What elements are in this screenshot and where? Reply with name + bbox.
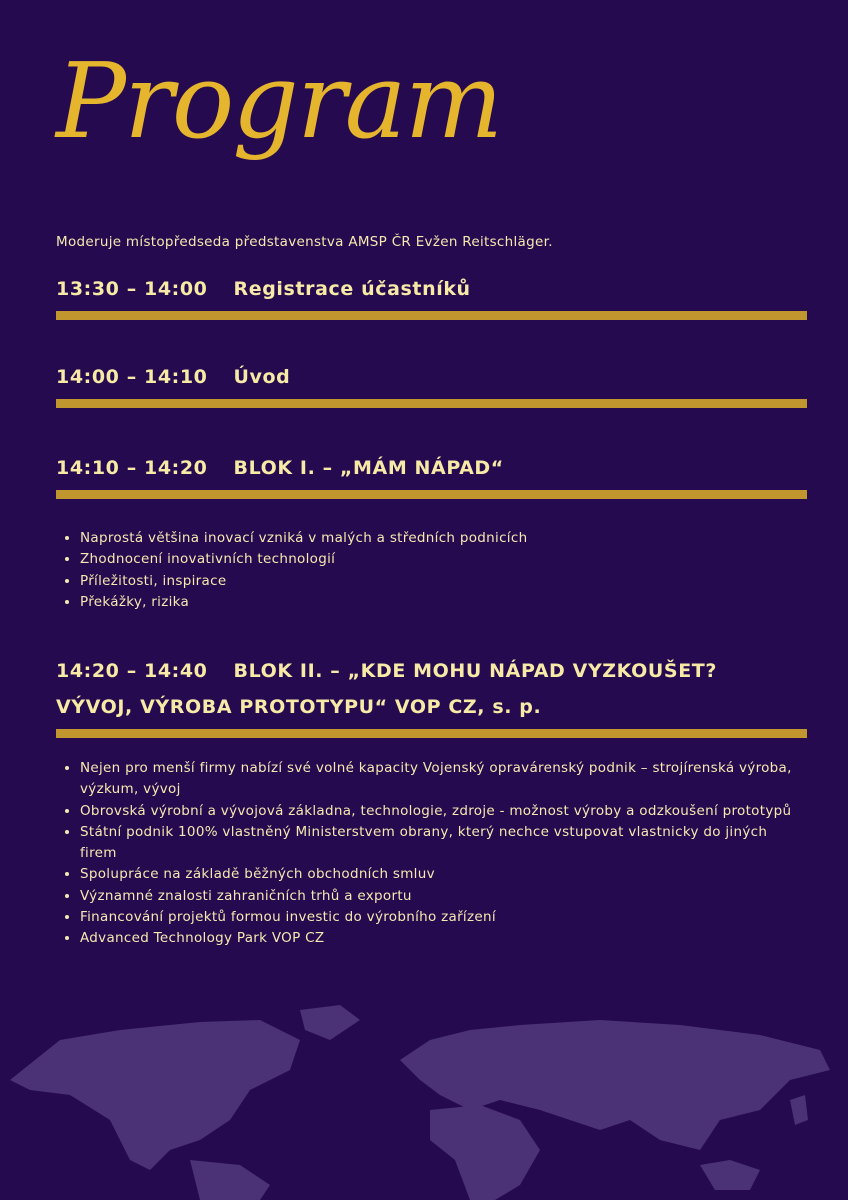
agenda-time: 14:10 – 14:20	[56, 457, 208, 479]
agenda-item-block2	[56, 653, 807, 738]
divider	[56, 311, 807, 320]
agenda-item-registration	[56, 271, 807, 320]
moderator-note: Moderuje místopředseda představenstva AMSP ČR Evžen Reitschläger.	[56, 234, 553, 250]
agenda-title: BLOK II. – „KDE MOHU NÁPAD VYZKOUŠET?	[233, 660, 717, 682]
list-item: • Advanced Technology Park VOP CZ	[80, 928, 800, 949]
list-item: • Příležitosti, inspirace	[80, 571, 800, 592]
agenda-title: Úvod	[233, 366, 291, 388]
list-item: • Významné znalosti zahraničních trhů a exportu	[80, 886, 800, 907]
list-item: • Financování projektů formou investic do výrobního zařízení	[80, 907, 800, 928]
agenda-title: Registrace účastníků	[233, 278, 471, 300]
agenda-title-line2: VÝVOJ, VÝROBA PROTOTYPU“ VOP CZ, s. p.	[56, 696, 542, 718]
list-item: • Naprostá většina inovací vzniká v malých a středních podnicích	[80, 528, 800, 549]
block2-list	[62, 758, 800, 950]
divider	[56, 729, 807, 738]
list-item: • Státní podnik 100% vlastněný Ministerstvem obrany, který nechce vstupovat vlastnicky do jiných firem	[80, 822, 800, 865]
list-item: • Nejen pro menší firmy nabízí své volné kapacity Vojenský opravárenský podnik – strojírenská výroba, výzkum, vývoj	[80, 758, 800, 801]
world-map-illustration	[0, 1000, 848, 1200]
agenda-time: 14:00 – 14:10	[56, 366, 208, 388]
block1-list	[62, 528, 800, 613]
list-item: • Obrovská výrobní a vývojová základna, technologie, zdroje - možnost výroby a odzkoušení prototypů	[80, 801, 800, 822]
divider	[56, 490, 807, 499]
agenda-time: 14:20 – 14:40	[56, 660, 208, 682]
page-title: Program	[56, 40, 502, 162]
divider	[56, 399, 807, 408]
agenda-title: BLOK I. – „MÁM NÁPAD“	[233, 457, 504, 479]
list-item: • Spolupráce na základě běžných obchodních smluv	[80, 864, 800, 885]
agenda-time: 13:30 – 14:00	[56, 278, 208, 300]
agenda-item-block1	[56, 450, 807, 499]
list-item: • Překážky, rizika	[80, 592, 800, 613]
agenda-item-intro	[56, 359, 807, 408]
list-item: • Zhodnocení inovativních technologií	[80, 549, 800, 570]
